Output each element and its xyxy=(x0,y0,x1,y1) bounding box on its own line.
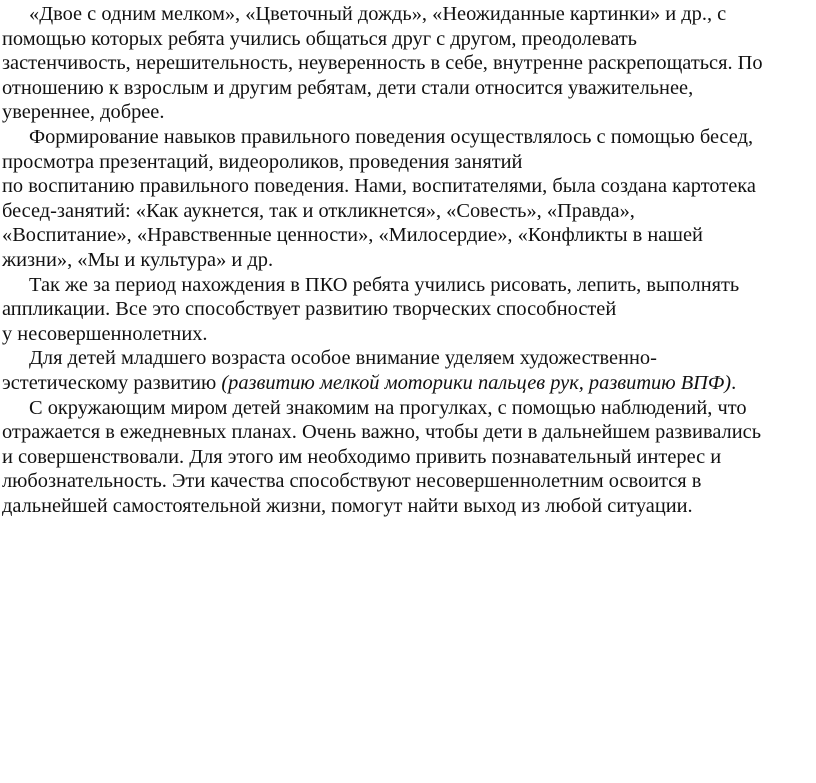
document-page xyxy=(2,2,814,518)
text-line: бесед-занятий: «Как аукнется, так и откликнется», «Совесть», «Правда», xyxy=(2,199,635,222)
text-line: Формирование навыков правильного поведения осуществлялось с помощью бесед, xyxy=(29,125,754,148)
text-line-mixed xyxy=(2,371,814,396)
text-line: жизни», «Мы и культура» и др. xyxy=(2,248,274,271)
text-line: помощью которых ребята учились общаться друг с другом, преодолевать xyxy=(2,27,637,50)
text-line: застенчивость, нерешительность, неуверенность в себе, внутренне раскрепощаться. По xyxy=(2,52,763,75)
text-line: отношению к взрослым и другим ребятам, дети стали относится уважительнее, xyxy=(2,76,694,99)
text-line: просмотра презентаций, видеороликов, проведения занятий xyxy=(2,150,523,173)
text-line: увереннее, добрее. xyxy=(2,101,165,124)
text-line: «Воспитание», «Нравственные ценности», «Милосердие», «Конфликты в нашей xyxy=(2,224,703,247)
text-line: аппликации. Все это способствует развитию творческих способностей xyxy=(2,298,617,321)
text-line: по воспитанию правильного поведения. Нами, воспитателями, была создана картотека xyxy=(2,175,756,198)
text-line: С окружающим миром детей знакомим на прогулках, с помощью наблюдений, что xyxy=(29,396,747,419)
text-line: Для детей младшего возраста особое внимание уделяем художественно- xyxy=(29,347,657,370)
plain-text: эстетическому развитию xyxy=(2,371,222,394)
paragraph-5 xyxy=(2,396,814,519)
text-line: дальнейшей самостоятельной жизни, помогут найти выход из любой ситуации. xyxy=(2,494,693,517)
text-line: Так же за период нахождения в ПКО ребята учились рисовать, лепить, выполнять xyxy=(29,273,740,296)
text-line: «Двое с одним мелком», «Цветочный дождь», «Неожиданные картинки» и др., с xyxy=(29,3,727,25)
text-line: у несовершеннолетних. xyxy=(2,322,208,345)
plain-text: . xyxy=(731,371,737,394)
paragraph-3 xyxy=(2,273,814,347)
paragraph-2 xyxy=(2,125,814,273)
text-line: любознательность. Эти качества способствуют несовершеннолетним освоится в xyxy=(2,470,702,493)
italic-text: (развитию мелкой моторики пальцев рук, развитию ВПФ) xyxy=(221,371,732,394)
text-line: и совершенствовали. Для этого им необходимо привить познавательный интерес и xyxy=(2,445,722,468)
text-line: отражается в ежедневных планах. Очень важно, чтобы дети в дальнейшем развивались xyxy=(2,421,761,444)
paragraph-4 xyxy=(2,346,814,395)
paragraph-1 xyxy=(2,2,814,125)
